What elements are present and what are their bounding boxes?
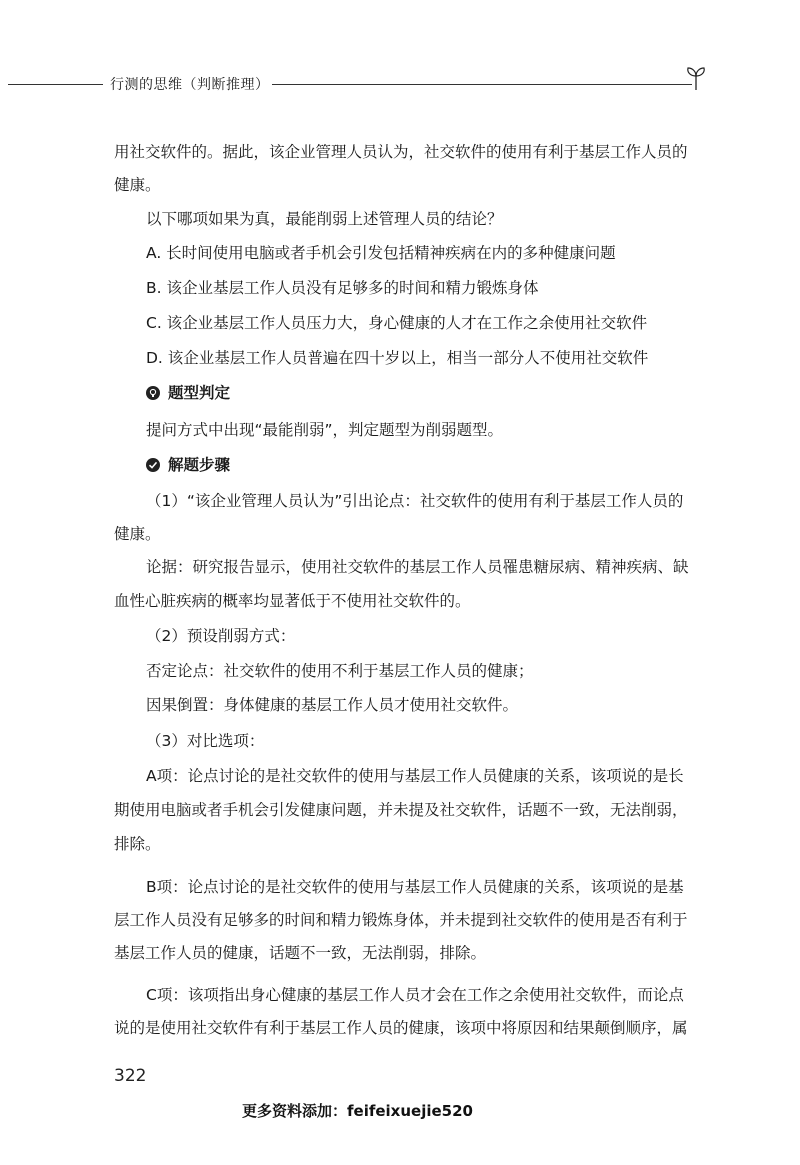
body-line: 因果倒置：身体健康的基层工作人员才使用社交软件。 [146, 696, 519, 714]
running-header [0, 62, 800, 98]
body-line: 用社交软件的。据此，该企业管理人员认为，社交软件的使用有利于基层工作人员的 [114, 143, 688, 161]
section-heading-steps: 解题步骤 [146, 455, 230, 475]
bulb-icon [146, 386, 160, 400]
body-line: （3）对比选项： [146, 732, 265, 750]
body-line: （1）“该企业管理人员认为”引出论点：社交软件的使用有利于基层工作人员的 [146, 492, 684, 510]
body-line: C项：该项指出身心健康的基层工作人员才会在工作之余使用社交软件，而论点 [146, 986, 684, 1004]
footer-note: 更多资料添加：feifeixuejie520 [242, 1102, 473, 1120]
option-c: C. 该企业基层工作人员压力大，身心健康的人才在工作之余使用社交软件 [146, 314, 648, 332]
body-line: 层工作人员没有足够多的时间和精力锻炼身体，并未提到社交软件的使用是否有利于 [114, 911, 688, 929]
body-line: A项：论点讨论的是社交软件的使用与基层工作人员健康的关系，该项说的是长 [146, 767, 684, 785]
option-b: B. 该企业基层工作人员没有足够多的时间和精力锻炼身体 [146, 279, 539, 297]
body-line: （2）预设削弱方式： [146, 627, 296, 645]
header-rule-left [8, 84, 103, 85]
section-heading-type: 题型判定 [146, 383, 230, 403]
body-line: 说的是使用社交软件有利于基层工作人员的健康，该项中将原因和结果颠倒顺序，属 [114, 1019, 688, 1037]
option-d: D. 该企业基层工作人员普遍在四十岁以上，相当一部分人不使用社交软件 [146, 349, 649, 367]
body-line: 论据：研究报告显示，使用社交软件的基层工作人员罹患糖尿病、精神疾病、缺 [146, 558, 689, 576]
body-line: 排除。 [114, 835, 161, 853]
body-line: 基层工作人员的健康，话题不一致，无法削弱，排除。 [114, 944, 487, 962]
body-line: 否定论点：社交软件的使用不利于基层工作人员的健康； [146, 662, 534, 680]
section-text: 提问方式中出现“最能削弱”，判定题型为削弱题型。 [146, 421, 504, 439]
body-line: 健康。 [114, 176, 161, 194]
body-line: 健康。 [114, 525, 161, 543]
option-a: A. 长时间使用电脑或者手机会引发包括精神疾病在内的多种健康问题 [146, 244, 616, 262]
page-number: 322 [114, 1066, 147, 1086]
question-stem: 以下哪项如果为真，最能削弱上述管理人员的结论？ [146, 210, 503, 228]
body-line: B项：论点讨论的是社交软件的使用与基层工作人员健康的关系，该项说的是基 [146, 878, 684, 896]
header-rule-right [272, 84, 692, 85]
sprout-icon [684, 64, 708, 92]
check-icon [146, 458, 160, 472]
body-line: 血性心脏疾病的概率均显著低于不使用社交软件的。 [114, 592, 471, 610]
header-title: 行测的思维（判断推理） [110, 77, 270, 93]
body-line: 期使用电脑或者手机会引发健康问题，并未提及社交软件，话题不一致，无法削弱， [114, 801, 688, 819]
